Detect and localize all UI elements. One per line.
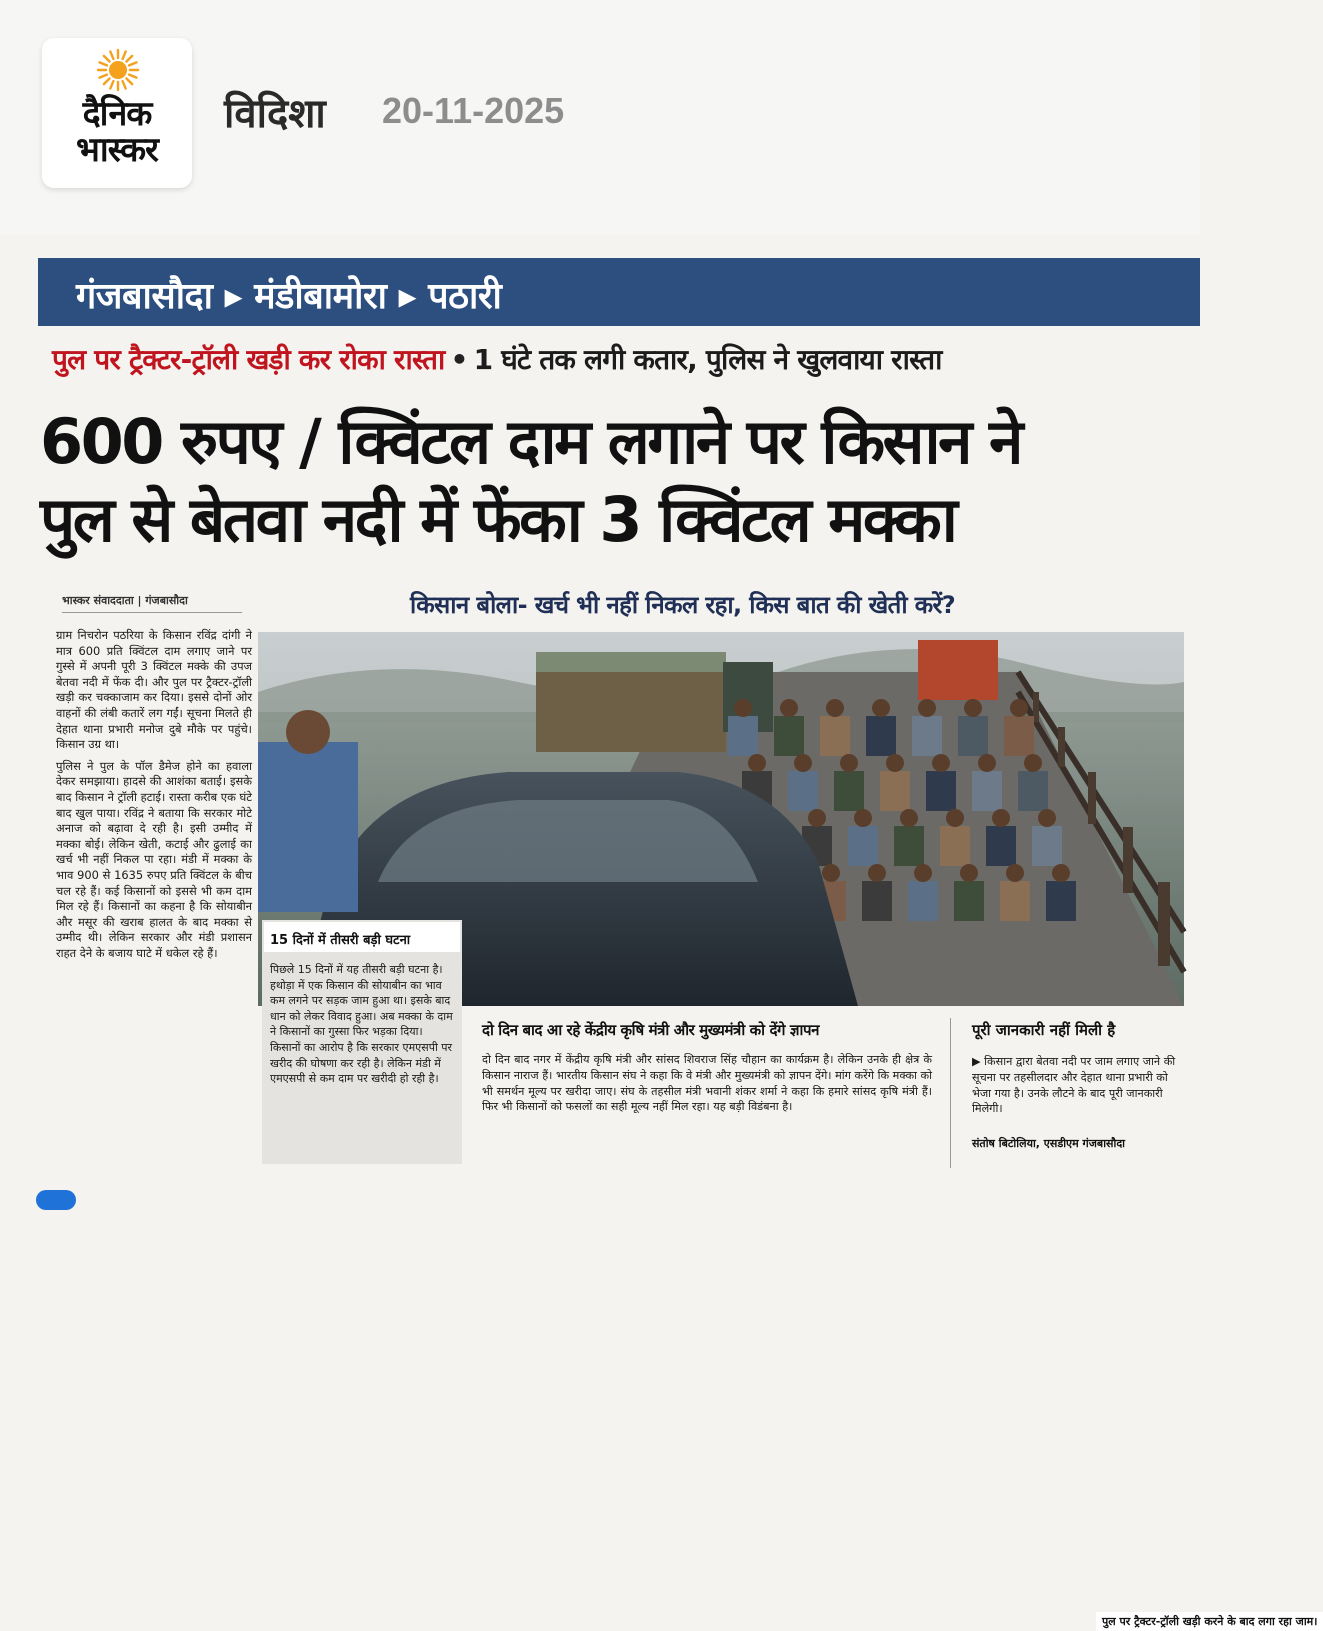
rider-head	[886, 754, 904, 772]
rider-head	[964, 699, 982, 717]
rider-head	[900, 809, 918, 827]
rider-head	[872, 699, 890, 717]
route-text: गंजबासौदा ▸ मंडीबामोरा ▸ पठारी	[76, 276, 502, 317]
right-story-body: ▶ किसान द्वारा बेतवा नदी पर जाम लगाए जाने की सूचना पर तहसीलदार और देहात थाना प्रभारी को भेजा गया है। उनके लौटने के बाद पूरी जानकारी मिलेगी।	[972, 1055, 1176, 1116]
sun-ray	[129, 75, 136, 78]
edition-date: 20-11-2025	[382, 90, 565, 131]
middle-story-body: दो दिन बाद नगर में केंद्रीय कृषि मंत्री और सांसद शिवराज सिंह चौहान का कार्यक्रम है। लेकिन उनके ही क्षेत्र के किसान नाराज हैं। भारतीय किसान संघ ने कहा कि वे मंत्री और मुख्यमंत्री को ज्ञापन देंगे। मांग करेंगे कि मक्का को भी समर्थन मूल्य पर खरीदा जाए। संघ के तहसील मंत्री भवानी शंकर शर्मा ने कहा कि हमारे सांसद कृषि मंत्री हैं। फिर भी किसानों को फसलों का सही मूल्य नहीं मिल रहा। यह बड़ी विडंबना है।	[482, 1053, 932, 1114]
rider-body	[894, 826, 924, 866]
rider-head	[1052, 864, 1070, 882]
logo-line-1: दैनिक	[82, 94, 152, 134]
rider-body	[848, 826, 878, 866]
rider-body	[1046, 881, 1076, 921]
sun-ray	[100, 75, 107, 78]
rider-head	[826, 699, 844, 717]
rider-head	[946, 809, 964, 827]
right-story-heading: पूरी जानकारी नहीं मिली है	[972, 1021, 1116, 1039]
sun-ray	[129, 62, 136, 65]
sun-ray	[123, 52, 126, 59]
rider-head	[914, 864, 932, 882]
sun-icon	[96, 48, 140, 92]
byline: भास्कर संवाददाता | गंजबासौदा	[62, 593, 242, 613]
inset-body: पिछले 15 दिनों में यह तीसरी बड़ी घटना है। हथोड़ा में एक किसान की सोयाबीन का भाव कम लगने पर सड़क जाम हुआ था। इसके बाद धान को लेकर विवाद हुआ। अब मक्का के दाम ने किसानों का गुस्सा फिर भड़का दिया। किसानों का आरोप है कि सरकार एमएसपी पर खरीद की घोषणा कर रही है। लेकिन मंडी में एमएसपी से कम दाम पर खरीदी हो रही है।	[270, 963, 453, 1086]
middle-story-heading: दो दिन बाद आ रहे केंद्रीय कृषि मंत्री और मुख्यमंत्री को देंगे ज्ञापन	[482, 1021, 820, 1039]
rider-head	[1038, 809, 1056, 827]
left-column-story	[56, 628, 252, 967]
right-story-signature: संतोष बिटोलिया, एसडीएम गंजबासौदा	[972, 1137, 1126, 1150]
rider-body	[774, 716, 804, 756]
sun-ray	[104, 56, 110, 62]
left-paragraph-1: ग्राम निचरोन पठरिया के किसान रविंद्र दांगी ने मात्र 600 प्रति क्विंटल दाम लगाए जाने पर गुस्से में अपनी पूरी 3 क्विंटल मक्के की उपज बेतवा नदी में फेंक दी। और पुल पर ट्रैक्टर-ट्रॉली खड़ी कर चक्काजाम कर दिया। इससे दोनों ओर वाहनों की लंबी कतारें लग गईं। सूचना मिलते ही देहात थाना प्रभारी मनोज दुबे मौके पर पहुंचे। किसान उग्र था।	[56, 628, 252, 752]
rider-body	[954, 881, 984, 921]
inset-box	[262, 920, 462, 1164]
publication-logo[interactable]	[42, 38, 192, 188]
logo-line-2: भास्कर	[76, 130, 158, 170]
rider-body	[1032, 826, 1062, 866]
scroll-indicator[interactable]	[36, 1190, 76, 1210]
kicker-dark: 1 घंटे तक लगी कतार, पुलिस ने खुलवाया रास्ता	[473, 343, 942, 376]
rider-head	[932, 754, 950, 772]
column-divider	[950, 1018, 951, 1168]
rider-body	[972, 771, 1002, 811]
sun-ray	[110, 81, 113, 88]
rider-head	[1010, 699, 1028, 717]
edition-city: विदिशा	[224, 91, 326, 137]
logo-wordmark	[42, 96, 192, 168]
photo-caption: पुल पर ट्रैक्टर-ट्रॉली खड़ी करने के बाद लगा रहा जाम।	[1096, 1612, 1323, 1631]
inset-title: 15 दिनों में तीसरी बड़ी घटना	[262, 920, 462, 954]
main-headline	[40, 403, 1180, 559]
rider-head	[734, 699, 752, 717]
rider-head	[794, 754, 812, 772]
sun-ray	[126, 56, 132, 62]
kicker-red: पुल पर ट्रैक्टर-ट्रॉली खड़ी कर रोका रास्ता	[52, 343, 445, 376]
rider-body	[834, 771, 864, 811]
rider-body	[862, 881, 892, 921]
rider-body	[958, 716, 988, 756]
kicker-line	[52, 340, 1182, 378]
sun-ray	[110, 52, 113, 59]
rider-head	[748, 754, 766, 772]
rider-body	[728, 716, 758, 756]
rider-body	[986, 826, 1016, 866]
rider-head	[780, 699, 798, 717]
sun-ray	[104, 78, 110, 84]
rider-body	[866, 716, 896, 756]
rider-body	[880, 771, 910, 811]
rider-body	[788, 771, 818, 811]
route-bar	[38, 258, 1200, 326]
subheadline: किसान बोला- खर्च भी नहीं निकल रहा, किस बात की खेती करें?	[410, 591, 956, 619]
rider-head	[978, 754, 996, 772]
rider-head	[1024, 754, 1042, 772]
rider-body	[820, 716, 850, 756]
rider-body	[1018, 771, 1048, 811]
sun-ray	[126, 78, 132, 84]
left-paragraph-2: पुलिस ने पुल के पॉल डैमेज होने का हवाला देकर समझाया। हादसे की आशंका बताई। इसके बाद किसान ने ट्रॉली हटाई। रास्ता करीब एक घंटे बाद खुल पाया। रविंद्र ने बताया कि सरकार मोटे अनाज को बढ़ावा दे रही है। इसी उम्मीद में मक्का बोई। लेकिन खेती, कटाई और ढुलाई का खर्च भी नहीं निकल पा रहा। मंडी में मक्का के भाव 900 से 1635 रुपए प्रति क्विंटल के बीच चल रहे हैं। कई किसानों को इससे भी कम दाम मिल रहे हैं। किसानों का कहना है कि सोयाबीन और मसूर की खराब हालत के बाद मक्का से उम्मीद थी। लेकिन सरकार और मंडी प्रशासन राहत देने के बजाय घाटे में धकेल रहे हैं।	[56, 758, 252, 960]
kicker-separator: •	[450, 343, 468, 376]
rider-body	[1000, 881, 1030, 921]
masthead	[0, 0, 1200, 235]
rider-head	[854, 809, 872, 827]
headline-line-2: पुल से बेतवा नदी में फेंका 3 क्विंटल मक्का	[40, 483, 956, 556]
rider-head	[960, 864, 978, 882]
rider-body	[1004, 716, 1034, 756]
headline-line-1: 600 रुपए / क्विंटल दाम लगाने पर किसान ने	[40, 405, 1021, 478]
rider-head	[840, 754, 858, 772]
rider-head	[992, 809, 1010, 827]
rider-body	[940, 826, 970, 866]
rider-head	[868, 864, 886, 882]
rider-body	[926, 771, 956, 811]
rider-head	[808, 809, 826, 827]
rider-body	[912, 716, 942, 756]
sun-ray	[100, 62, 107, 65]
rider-head	[918, 699, 936, 717]
sun-ray	[123, 81, 126, 88]
rider-head	[1006, 864, 1024, 882]
rider-head	[822, 864, 840, 882]
rider-body	[908, 881, 938, 921]
